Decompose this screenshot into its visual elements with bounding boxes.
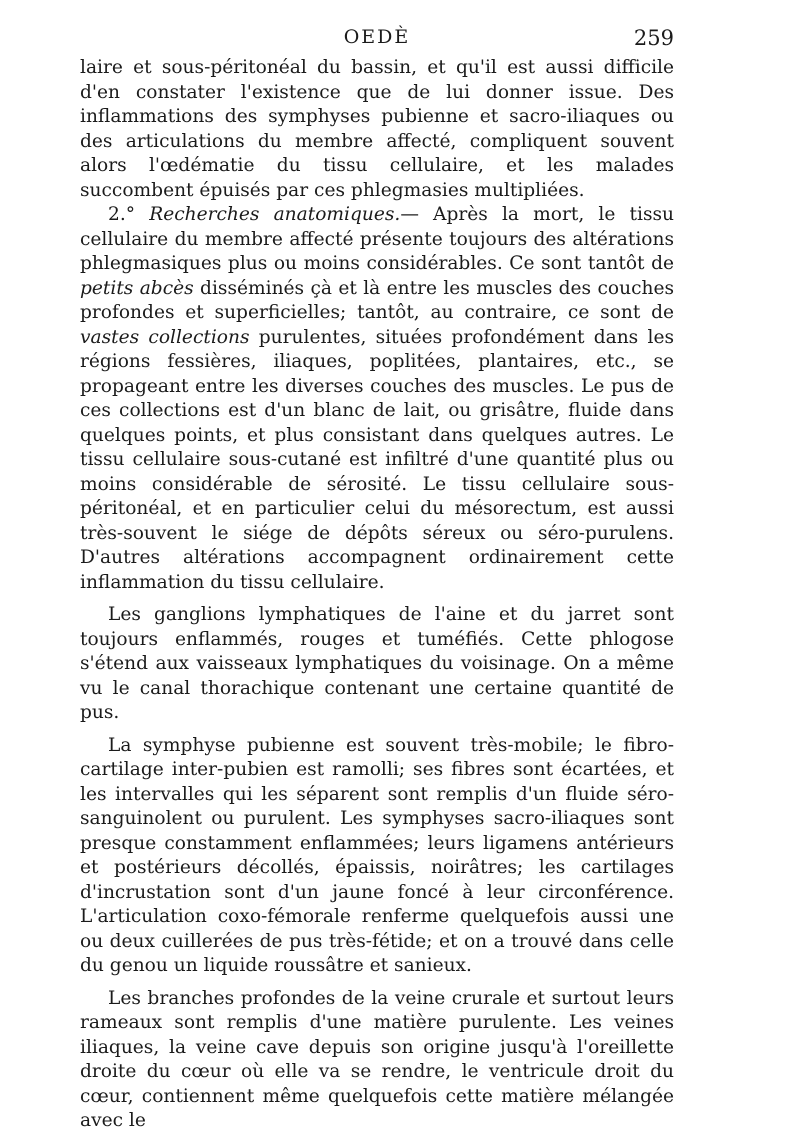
italic-term: petits abcès xyxy=(80,277,194,299)
text-span: laire et sous-péritonéal du bassin, et qu'il est aussi difficile d'en constater l'existence que de lui donner issue. Des inflammations des symphyses pubienne et sacro-iliaques ou des articulations du membre affecté, compliquent souvent alors l'œdématie du tissu cellulaire, et les malades succombent épuisés par ces phlegmasies multipliées. xyxy=(80,57,674,201)
page-number: 259 xyxy=(633,26,674,50)
text-span: La symphyse pubienne est souvent très-mobile; le fibro-cartilage inter-pubien est ramolli; ses fibres sont écartées, et les intervalles qui les séparent sont remplis d'un fluide séro-sanguinolent ou purulent. Les symphyses sacro-iliaques sont presque constamment enflammées; leurs ligamens antérieurs et postérieurs décollés, épaissis, noirâtres; les cartilages d'incrustation sont d'un jaune foncé à leur circonférence. L'articulation coxo-fémorale renferme quelquefois aussi une ou deux cuillerées de pus très-fétide; et on a trouvé dans celle du genou un liquide roussâtre et sanieux. xyxy=(80,734,674,976)
text-span: disséminés çà et là entre les muscles des couches profondes et superficielles; tantôt, au contraire, ce sont de xyxy=(80,277,674,323)
text-span: — Après la mort, le tissu cellulaire du membre affecté présente toujours des altérations phlegmasiques plus ou moins considérables. Ce sont tantôt de xyxy=(80,204,675,274)
paragraph-lymphatic xyxy=(80,603,674,726)
italic-term: vastes collections xyxy=(80,326,250,348)
body-text xyxy=(80,56,674,1134)
page-header xyxy=(80,22,674,56)
paragraph-veins xyxy=(80,987,674,1134)
paragraph-symphysis xyxy=(80,734,674,979)
text-span: purulentes, situées profondément dans les régions fessières, iliaques, poplitées, plantaires, etc., se propageant entre les diverses couches des muscles. Le pus de ces collections est d'un blanc de lait, ou grisâtre, fluide dans quelques points, et plus consistant dans quelques autres. Le tissu cellulaire sous-cutané est infiltré d'une quantité plus ou moins considérable de sérosité. Le tissu cellulaire sous-péritonéal, et en particulier celui du mésorectum, est aussi très-souvent le siége de dépôts séreux ou séro-purulens. D'autres altérations accompagnent ordinairement cette inflammation du tissu cellulaire. xyxy=(80,326,675,593)
running-title: OEDÈ xyxy=(343,26,411,48)
paragraph-continuation xyxy=(80,56,674,203)
text-span: Les branches profondes de la veine crurale et surtout leurs rameaux sont remplis d'une matière purulente. Les veines iliaques, la veine cave depuis son origine jusqu'à l'oreillette droite du cœur où elle va se rendre, le ventricule droit du cœur, contiennent même quelquefois cette matière mélangée avec le xyxy=(80,987,674,1131)
text-span: Les ganglions lymphatiques de l'aine et du jarret sont toujours enflammés, rouges et tuméfiés. Cette phlogose s'étend aux vaisseaux lymphatiques du voisinage. On a même vu le canal thorachique contenant une certaine quantité de pus. xyxy=(80,604,674,723)
section-heading: Recherches anatomiques. xyxy=(149,204,401,225)
section-number: 2.° xyxy=(108,204,150,225)
paragraph-anatomical-research xyxy=(80,203,674,595)
